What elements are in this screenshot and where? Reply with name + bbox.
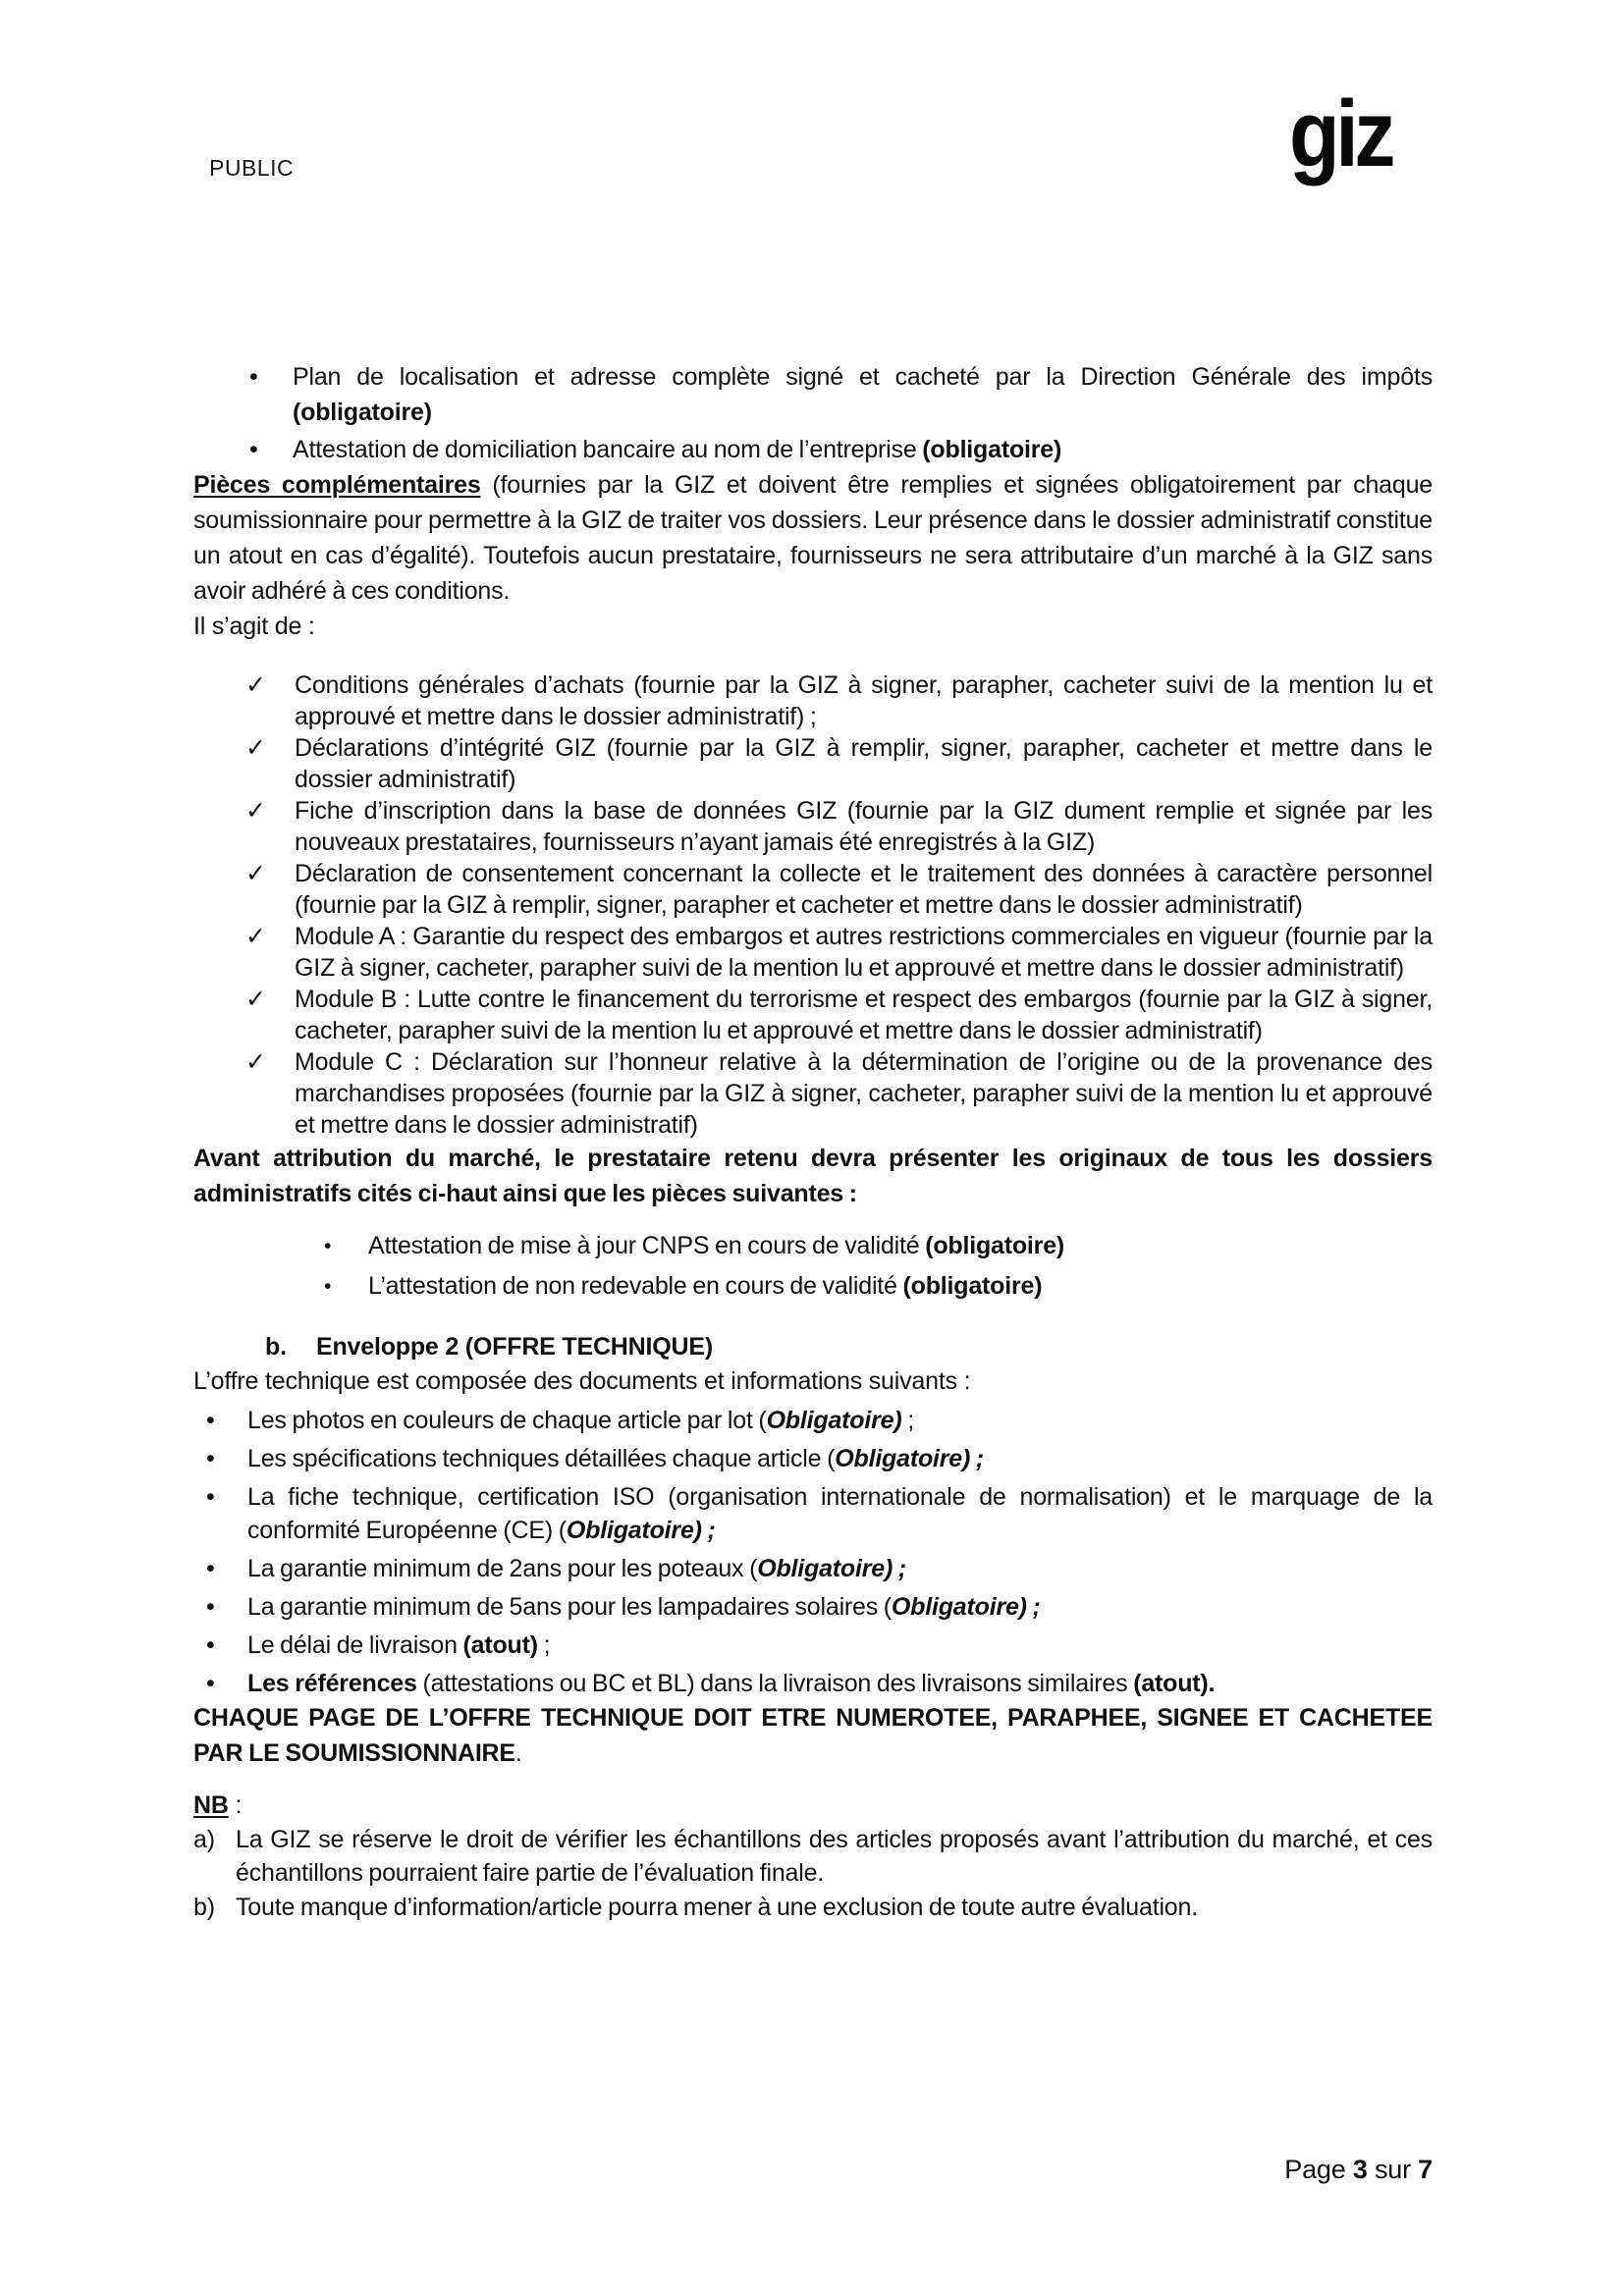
check-icon: ✓: [245, 860, 266, 887]
document-body: [193, 346, 1433, 1924]
nb-section: [193, 1789, 1433, 1924]
list-item: [193, 1229, 1433, 1263]
classification-label: PUBLIC: [209, 155, 295, 181]
originals-list: [193, 1229, 1433, 1304]
technical-offer-list: [193, 1404, 1433, 1700]
bullet-icon: •: [324, 1275, 332, 1298]
bullet-icon: •: [206, 1483, 215, 1511]
list-item: [193, 1269, 1433, 1304]
list-item: [193, 858, 1433, 921]
nb-item-letter: b): [193, 1894, 215, 1921]
check-icon: ✓: [245, 986, 266, 1013]
check-icon: ✓: [245, 923, 266, 950]
list-item: [193, 1404, 1433, 1437]
item-text: Conditions générales d’achats (fournie par la GIZ à signer, parapher, cacheter suivi de la mention lu et approuvé et mettre dans le dossier administratif) ;: [295, 671, 1433, 730]
item-text: Les photos en couleurs de chaque article par lot (Obligatoire) ;: [247, 1407, 914, 1434]
list-item: [193, 1046, 1433, 1141]
il-sagit-line: Il s’agit de :: [193, 613, 315, 640]
offre-technique-intro: L’offre technique est composée des documents et informations suivants :: [193, 1367, 971, 1395]
bullet-icon: •: [206, 1670, 215, 1697]
section-letter: b.: [265, 1333, 287, 1361]
item-text: Déclarations d’intégrité GIZ (fournie par la GIZ à remplir, signer, parapher, cacheter et mettre dans le dossier administratif): [295, 734, 1433, 793]
list-item: [193, 359, 1433, 430]
item-text: Déclaration de consentement concernant la collecte et le traitement des données à caractère personnel (fournie par la GIZ à remplir, signer, parapher et cacheter et mettre dans le dossier administratif): [295, 860, 1433, 919]
list-item: [193, 921, 1433, 984]
item-text: Attestation de mise à jour CNPS en cours de validité (obligatoire): [368, 1232, 1065, 1259]
bullet-icon: •: [206, 1631, 215, 1659]
item-text: Les références (attestations ou BC et BL) dans la livraison des livraisons similaires (atout).: [247, 1670, 1216, 1697]
bullet-icon: •: [206, 1445, 215, 1472]
item-text: Fiche d’inscription dans la base de données GIZ (fournie par la GIZ dument remplie et signée par les nouveaux prestataires, fournisseurs n’ayant jamais été enregistrés à la GIZ): [295, 797, 1433, 856]
admin-requirements-list: [193, 359, 1433, 467]
item-text: Les spécifications techniques détaillées chaque article (Obligatoire) ;: [247, 1445, 985, 1472]
enveloppe2-heading: [265, 1329, 1433, 1364]
item-text: La garantie minimum de 2ans pour les poteaux (Obligatoire) ;: [247, 1555, 906, 1582]
avant-attribution-note: Avant attribution du marché, le prestataire retenu devra présenter les originaux de tous les dossiers administratifs cités ci-haut ainsi que les pièces suivantes :: [193, 1145, 1433, 1207]
item-text: Module B : Lutte contre le financement du terrorisme et respect des embargos (fournie par la GIZ à signer, cacheter, parapher suivi de la mention lu et approuvé et mettre dans le dossier administratif): [295, 986, 1433, 1044]
item-text: Attestation de domiciliation bancaire au nom de l’entreprise (obligatoire): [293, 436, 1062, 463]
page-number-footer: Page 3 sur 7: [1284, 2155, 1433, 2184]
section-title: Enveloppe 2 (OFFRE TECHNIQUE): [316, 1333, 713, 1361]
nb-items-list: [193, 1823, 1433, 1924]
chaque-page-notice: CHAQUE PAGE DE L’OFFRE TECHNIQUE DOIT ETRE NUMEROTEE, PARAPHEE, SIGNEE ET CACHETEE PAR LE SOUMISSIONNAIRE.: [193, 1704, 1433, 1767]
check-icon: ✓: [245, 1048, 266, 1076]
list-item: [193, 1667, 1433, 1700]
nb-label: NB :: [193, 1791, 243, 1819]
list-item: [193, 732, 1433, 795]
nb-item-text: La GIZ se réserve le droit de vérifier les échantillons des articles proposés avant l’attribution du marché, et ces échantillons pourraient faire partie de l’évaluation finale.: [236, 1826, 1433, 1887]
list-item: [193, 1442, 1433, 1475]
nb-item: [193, 1823, 1433, 1890]
item-text: Le délai de livraison (atout) ;: [247, 1631, 551, 1659]
item-text: Plan de localisation et adresse complète signé et cacheté par la Direction Générale des impôts (obligatoire): [293, 363, 1433, 426]
nb-item-text: Toute manque d’information/article pourra mener à une exclusion de toute autre évaluation.: [236, 1894, 1198, 1921]
required-documents-checklist: [193, 669, 1433, 1141]
item-text: Module A : Garantie du respect des embargos et autres restrictions commerciales en vigueur (fournie par la GIZ à signer, cacheter, parapher suivi de la mention lu et approuvé et mettre dans le dossier administratif): [295, 923, 1433, 982]
bullet-icon: •: [206, 1593, 215, 1621]
bullet-icon: •: [249, 363, 258, 391]
list-item: [193, 669, 1433, 732]
giz-logo: giz: [1289, 81, 1392, 187]
check-icon: ✓: [245, 734, 266, 762]
nb-item-letter: a): [193, 1826, 215, 1853]
list-item: [193, 795, 1433, 858]
list-item: [193, 1629, 1433, 1662]
list-item: [193, 1480, 1433, 1547]
bullet-icon: •: [206, 1407, 215, 1434]
pieces-complementaires-paragraph: Pièces complémentaires (fournies par la GIZ et doivent être remplies et signées obligatoirement par chaque soumissionnaire pour permettre à la GIZ de traiter vos dossiers. Leur présence dans le dossier administratif constitue un atout en cas d’égalité). Toutefois aucun prestataire, fournisseurs ne sera attributaire d’un marché à la GIZ sans avoir adhéré à ces conditions.: [193, 471, 1434, 605]
list-item: [193, 1590, 1433, 1624]
nb-item: [193, 1891, 1433, 1924]
check-icon: ✓: [245, 797, 266, 825]
check-icon: ✓: [245, 671, 266, 699]
item-text: La fiche technique, certification ISO (organisation internationale de normalisation) et le marquage de la conformité Européenne (CE) (Obligatoire) ;: [247, 1483, 1433, 1544]
bullet-icon: •: [324, 1235, 332, 1257]
bullet-icon: •: [249, 436, 258, 463]
list-item: [193, 432, 1433, 467]
list-item: [193, 984, 1433, 1046]
item-text: La garantie minimum de 5ans pour les lampadaires solaires (Obligatoire) ;: [247, 1593, 1041, 1621]
item-text: L’attestation de non redevable en cours de validité (obligatoire): [368, 1272, 1043, 1300]
bullet-icon: •: [206, 1555, 215, 1582]
list-item: [193, 1552, 1433, 1585]
item-text: Module C : Déclaration sur l’honneur relative à la détermination de l’origine ou de la provenance des marchandises proposées (fournie par la GIZ à signer, cacheter, parapher suivi de la mention lu et approuvé et mettre dans le dossier administratif): [295, 1048, 1433, 1139]
